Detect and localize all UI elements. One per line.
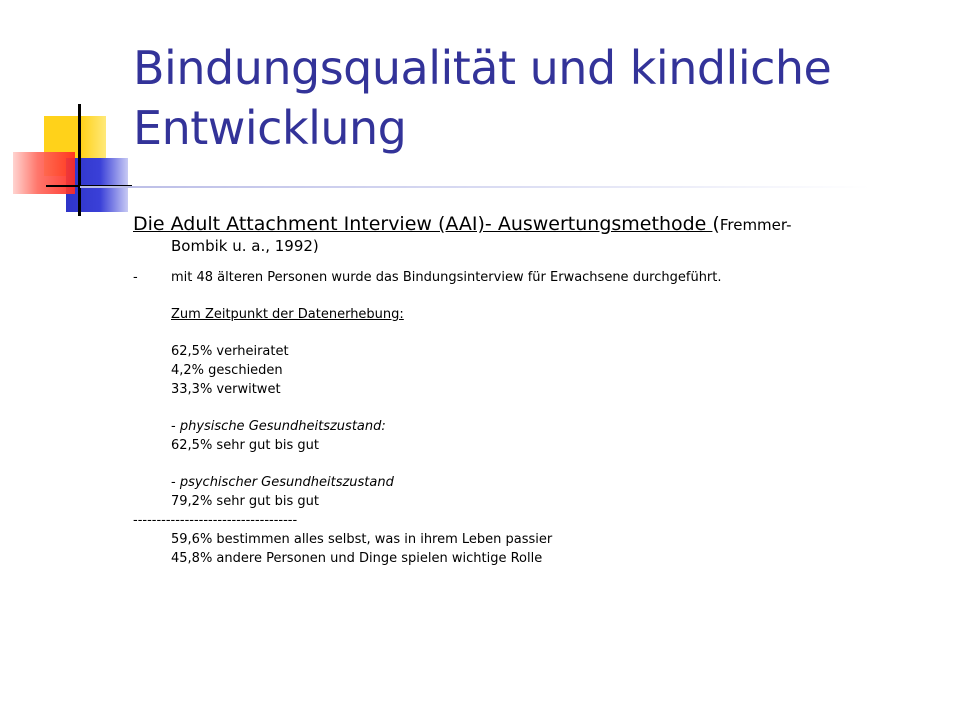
psych-health-value: 79,2% sehr gut bis gut <box>171 494 319 509</box>
decor-red-square <box>13 152 75 194</box>
spacer <box>133 324 893 342</box>
spacer <box>133 399 893 417</box>
dash-prefix: - <box>171 475 180 490</box>
finding-others-important: 45,8% andere Personen und Dinge spielen wichtige Rolle <box>171 551 543 566</box>
decor-vertical-line <box>78 104 81 216</box>
citation-part-b: Bombik u. a., 1992) <box>171 237 319 255</box>
citation-part-a: Fremmer- <box>719 216 792 234</box>
separator-line: ----------------------------------- <box>133 513 298 528</box>
method-heading <box>133 214 893 256</box>
psych-health-text: psychischer Gesundheitszustand <box>179 475 394 490</box>
physical-health-label <box>133 417 893 436</box>
spacer <box>133 256 893 268</box>
section-label: Zum Zeitpunkt der Datenerhebung: <box>171 307 404 322</box>
citation-paren: ( <box>712 213 720 235</box>
physical-health-text: physische Gesundheitszustand: <box>179 419 386 434</box>
bullet-text: mit 48 älteren Personen wurde das Bindungsinterview für Erwachsene durchgeführt. <box>171 270 722 285</box>
marital-widowed: 33,3% verwitwet <box>171 382 281 397</box>
physical-health-value: 62,5% sehr gut bis gut <box>171 438 319 453</box>
slide-body <box>133 214 893 568</box>
spacer <box>133 455 893 473</box>
title-underline-rule <box>80 186 870 188</box>
spacer <box>133 287 893 305</box>
bullet-marker: - <box>133 270 138 285</box>
marital-married: 62,5% verheiratet <box>171 344 289 359</box>
bullet-row <box>133 268 893 287</box>
slide-title: Bindungsqualität und kindliche Entwicklung <box>133 41 832 155</box>
method-heading-text: Die Adult Attachment Interview (AAI)- Auswertungsmethode <box>133 213 713 235</box>
dash-prefix: - <box>171 419 180 434</box>
finding-self-determined: 59,6% bestimmen alles selbst, was in ihrem Leben passier <box>171 532 553 547</box>
psych-health-label <box>133 473 893 492</box>
marital-divorced: 4,2% geschieden <box>171 363 283 378</box>
